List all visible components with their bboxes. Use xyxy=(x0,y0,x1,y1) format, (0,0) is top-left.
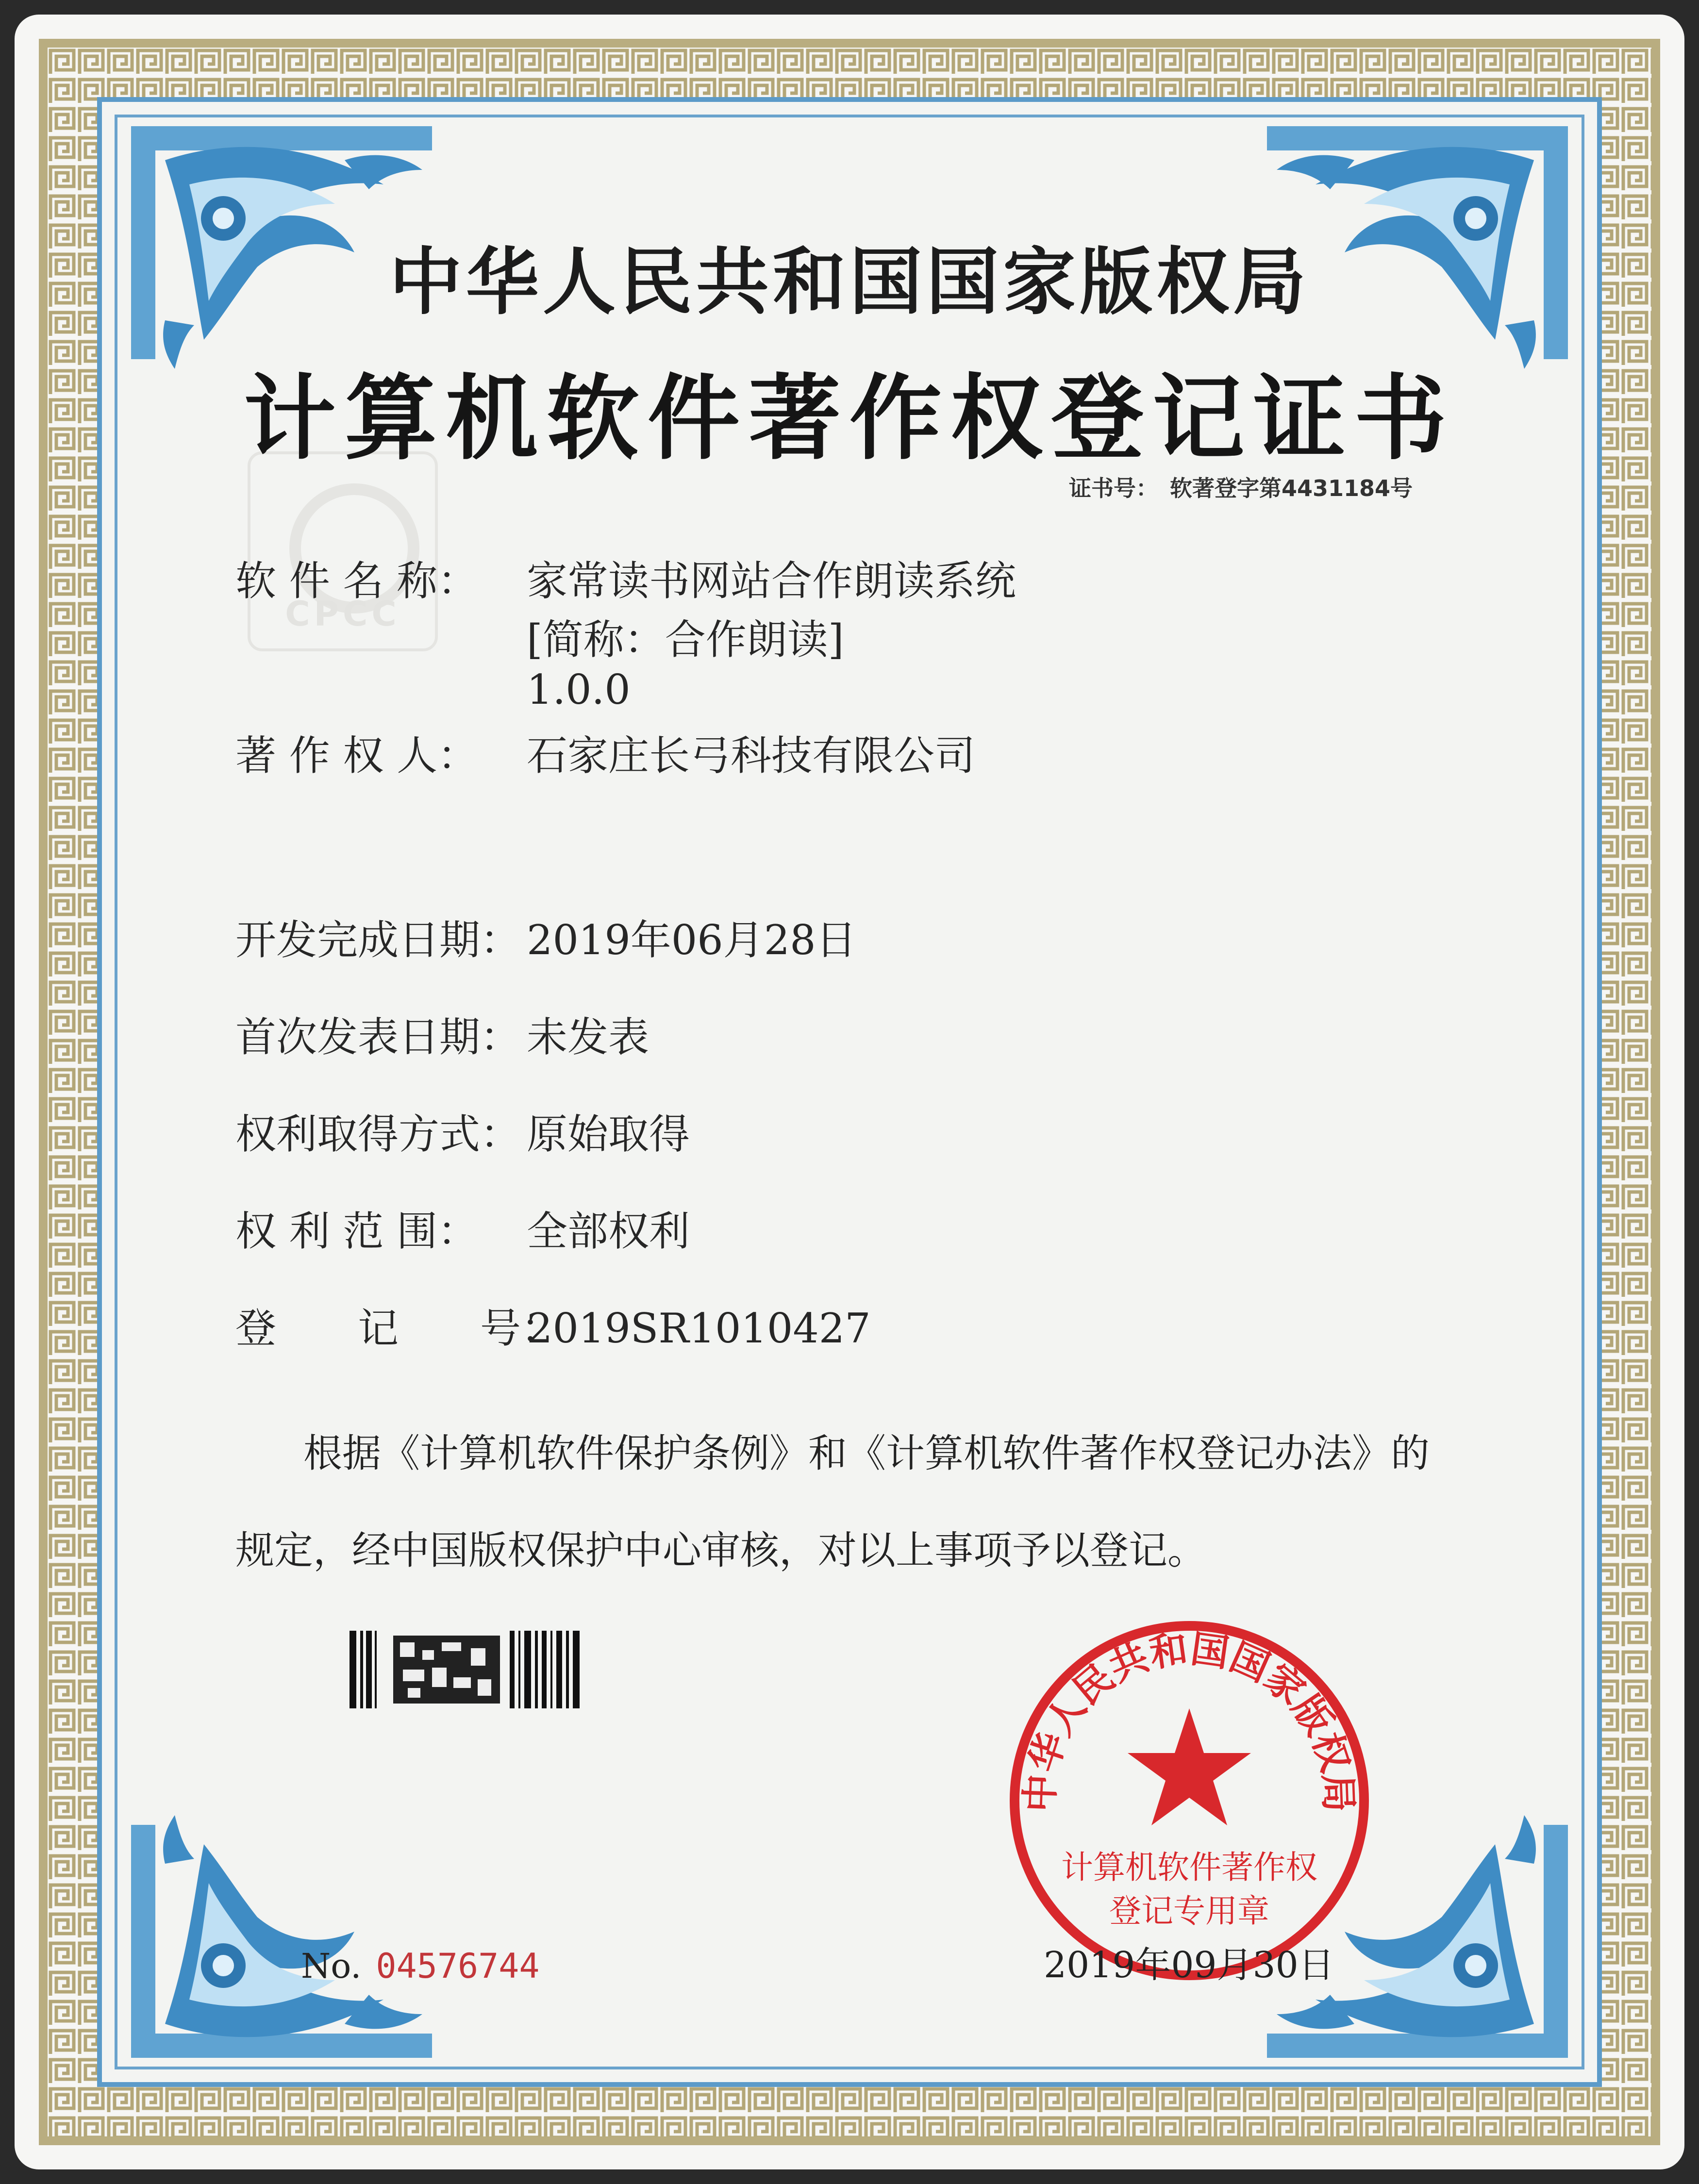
corner-ornament-bottom-left xyxy=(112,1805,451,2077)
serial-no-label: No. xyxy=(301,1946,362,1986)
rights-scope-value: 全部权利 xyxy=(527,1208,690,1255)
publish-date-field xyxy=(235,1005,649,1063)
barcode xyxy=(350,1631,583,1708)
acquisition-value: 原始取得 xyxy=(527,1110,690,1158)
body-text-line-1: 根据《计算机软件保护条例》和《计算机软件著作权登记办法》的 xyxy=(303,1431,1430,1476)
seal-inner-line-2: 登记专用章 xyxy=(1109,1892,1269,1930)
seal-star-icon xyxy=(1128,1708,1251,1825)
registration-number-label: 登 记 号： xyxy=(235,1305,562,1352)
software-name-value: 家常读书网站合作朗读系统 xyxy=(527,557,1016,605)
dev-date-field xyxy=(235,908,857,966)
registration-number-value: 2019SR1010427 xyxy=(527,1305,871,1352)
certificate xyxy=(15,15,1684,2169)
body-text-line-2: 规定，经中国版权保护中心审核，对以上事项予以登记。 xyxy=(235,1528,1206,1573)
publish-date-label: 首次发表日期： xyxy=(235,1013,521,1061)
publish-date-value: 未发表 xyxy=(527,1013,650,1061)
serial-no-value: 04576744 xyxy=(376,1946,540,1986)
certificate-number xyxy=(1069,471,1413,503)
certificate-title: 计算机软件著作权登记证书 xyxy=(243,364,1455,472)
software-name-field xyxy=(235,548,1016,713)
owner-value: 石家庄长弓科技有限公司 xyxy=(527,732,976,779)
owner-field xyxy=(235,723,975,782)
seal-outer-text: 中华人民共和国国家版权局 xyxy=(1017,1626,1361,1813)
cert-no-value: 软著登字第4431184号 xyxy=(1169,475,1413,501)
registration-number-field xyxy=(235,1296,871,1355)
acquisition-field xyxy=(235,1102,690,1160)
serial-number xyxy=(301,1946,540,1986)
dev-date-label: 开发完成日期： xyxy=(235,916,521,964)
acquisition-label: 权利取得方式： xyxy=(235,1110,521,1158)
rights-scope-field xyxy=(235,1199,690,1257)
software-version: 1.0.0 xyxy=(527,666,631,713)
cert-no-label: 证书号： xyxy=(1068,475,1158,501)
software-short-name: [简称：合作朗读] xyxy=(527,616,844,663)
issuer-title: 中华人民共和国国家版权局 xyxy=(389,239,1310,325)
issue-date: 2019年09月30日 xyxy=(1044,1944,1334,1986)
software-name-label: 软 件 名 称： xyxy=(235,557,479,605)
dev-date-value: 2019年06月28日 xyxy=(527,916,857,964)
owner-label: 著 作 权 人： xyxy=(235,732,479,779)
rights-scope-label: 权 利 范 围： xyxy=(235,1208,479,1255)
watermark-text: CPCC xyxy=(285,594,400,634)
seal-inner-line-1: 计算机软件著作权 xyxy=(1061,1849,1317,1886)
